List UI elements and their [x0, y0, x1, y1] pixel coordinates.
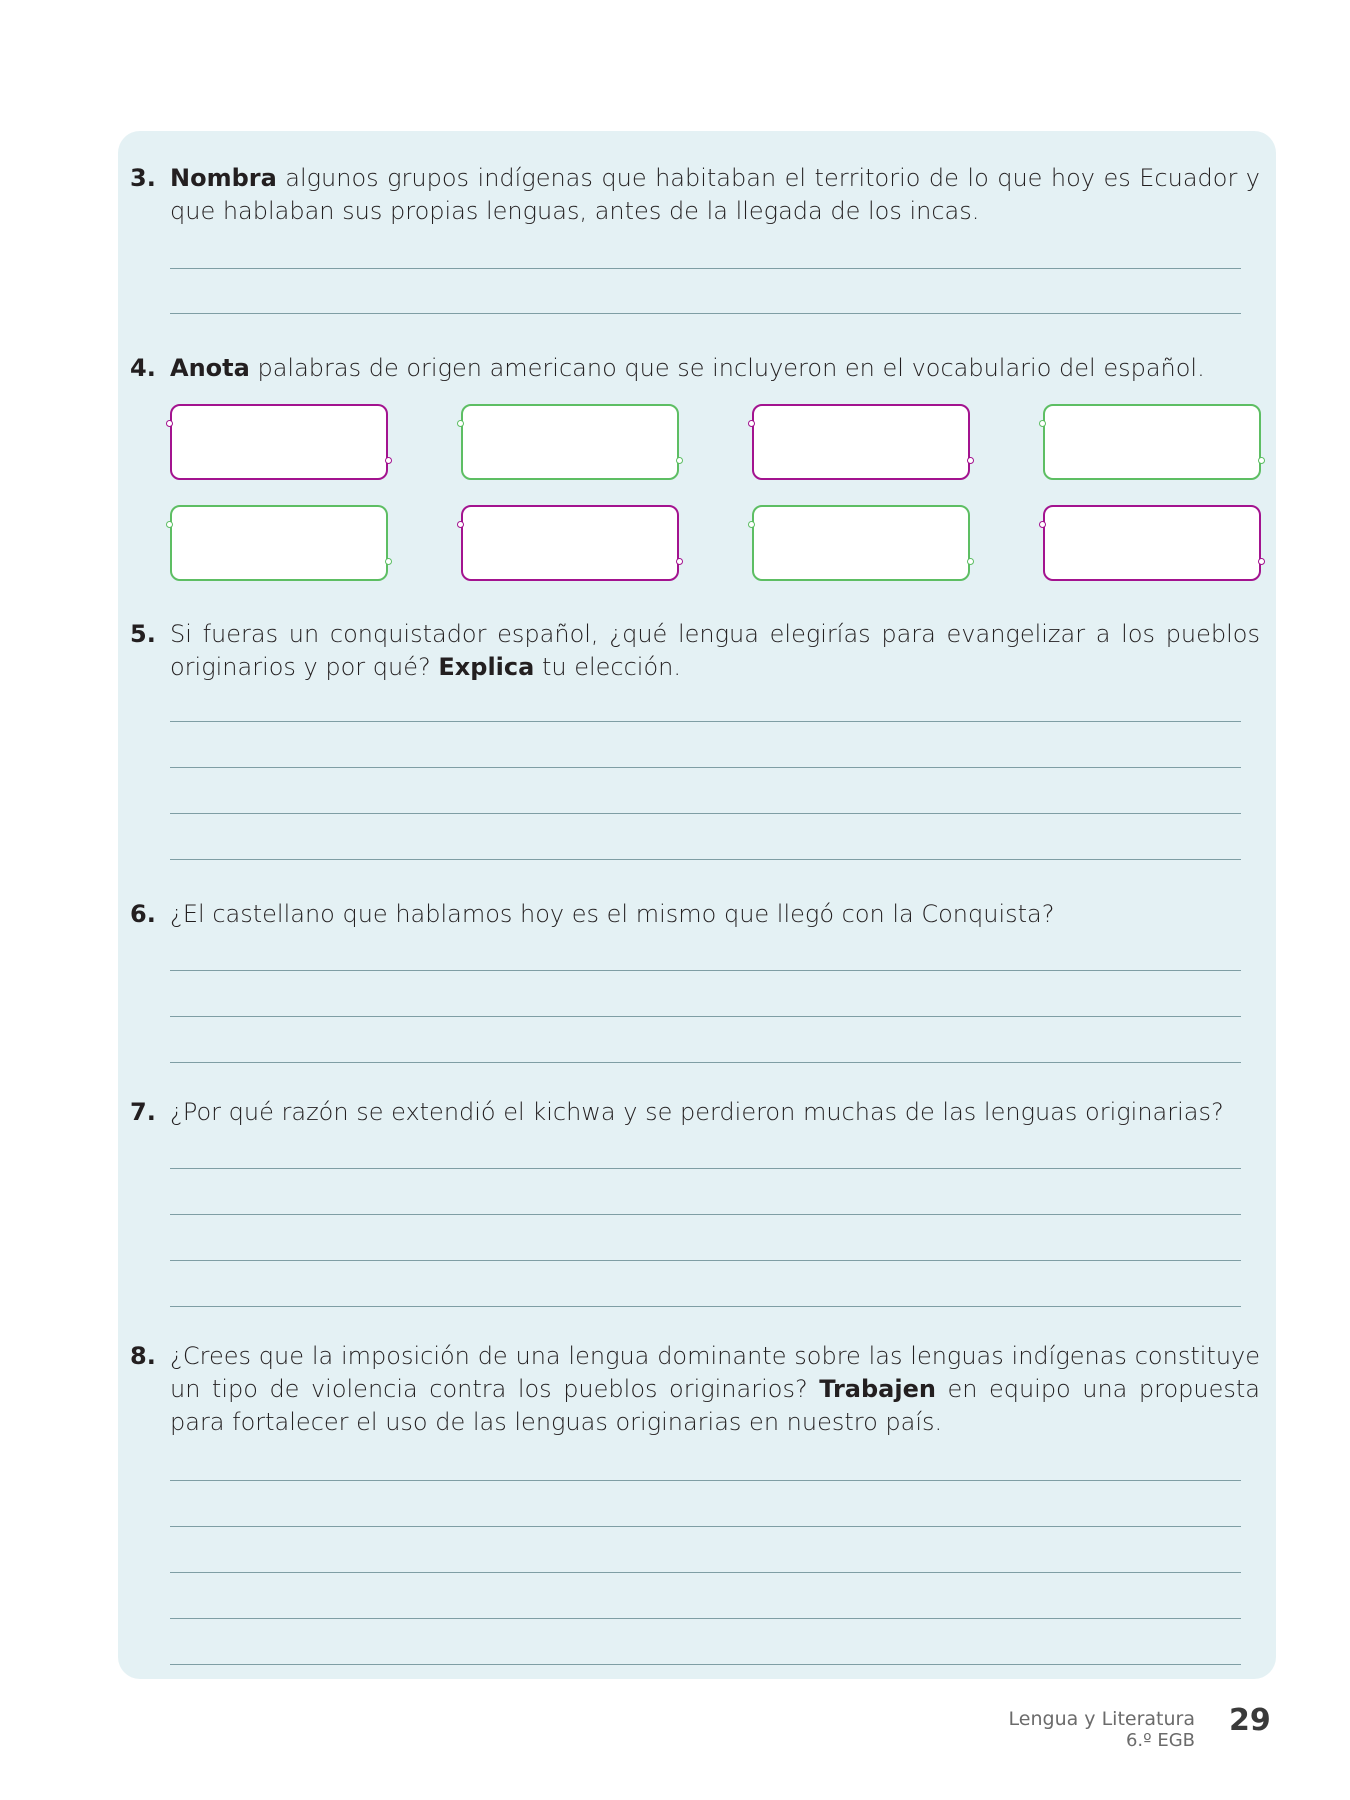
footer-subject: Lengua y Literatura: [1008, 1708, 1195, 1730]
answer-line[interactable]: [170, 268, 1241, 269]
question-text: Anota palabras de origen americano que se incluyeron en el vocabulario del español.: [170, 354, 1205, 382]
answer-line[interactable]: [170, 859, 1241, 860]
answer-line[interactable]: [170, 1260, 1241, 1261]
word-box[interactable]: [752, 505, 970, 581]
word-box[interactable]: [461, 404, 679, 480]
question-text: Si fueras un conquistador español, ¿qué lengua elegirías para evangelizar a los pueblos originarios y por qué? Explica tu elección.: [170, 620, 1260, 681]
answer-line[interactable]: [170, 1016, 1241, 1017]
question-number: 4.: [130, 354, 156, 382]
question-8: [130, 1340, 1260, 1439]
word-box[interactable]: [170, 505, 388, 581]
question-number: 8.: [130, 1342, 156, 1370]
question-5: [130, 618, 1260, 684]
page-number: 29: [1229, 1703, 1271, 1738]
word-box[interactable]: [461, 505, 679, 581]
answer-line[interactable]: [170, 721, 1241, 722]
answer-line[interactable]: [170, 313, 1241, 314]
question-number: 6.: [130, 900, 156, 928]
word-box[interactable]: [1043, 404, 1261, 480]
question-6: [130, 898, 1260, 931]
answer-line[interactable]: [170, 1168, 1241, 1169]
question-text: Nombra algunos grupos indígenas que habitaban el territorio de lo que hoy es Ecuador y que hablaban sus propias lenguas, antes de la llegada de los incas.: [170, 164, 1260, 225]
answer-line[interactable]: [170, 1664, 1241, 1665]
question-3: [130, 162, 1260, 228]
answer-line[interactable]: [170, 1572, 1241, 1573]
answer-line[interactable]: [170, 1062, 1241, 1063]
question-text: ¿Crees que la imposición de una lengua dominante sobre las lenguas indígenas constituye un tipo de violencia contra los pueblos originarios? Trabajen en equipo una propuesta para fortalecer el uso de las lenguas originarias en nuestro país.: [170, 1342, 1260, 1436]
question-text: ¿El castellano que hablamos hoy es el mismo que llegó con la Conquista?: [170, 900, 1055, 928]
question-text: ¿Por qué razón se extendió el kichwa y se perdieron muchas de las lenguas originarias?: [170, 1098, 1224, 1126]
answer-line[interactable]: [170, 1306, 1241, 1307]
answer-line[interactable]: [170, 1214, 1241, 1215]
question-7: [130, 1096, 1260, 1129]
answer-line[interactable]: [170, 1480, 1241, 1481]
word-box[interactable]: [170, 404, 388, 480]
answer-line[interactable]: [170, 1526, 1241, 1527]
word-box[interactable]: [752, 404, 970, 480]
answer-line[interactable]: [170, 970, 1241, 971]
answer-line[interactable]: [170, 813, 1241, 814]
question-number: 5.: [130, 620, 156, 648]
footer-grade: 6.º EGB: [1125, 1730, 1195, 1751]
question-number: 3.: [130, 164, 156, 192]
answer-line[interactable]: [170, 767, 1241, 768]
question-4: [130, 352, 1260, 385]
word-box[interactable]: [1043, 505, 1261, 581]
answer-line[interactable]: [170, 1618, 1241, 1619]
question-number: 7.: [130, 1098, 156, 1126]
